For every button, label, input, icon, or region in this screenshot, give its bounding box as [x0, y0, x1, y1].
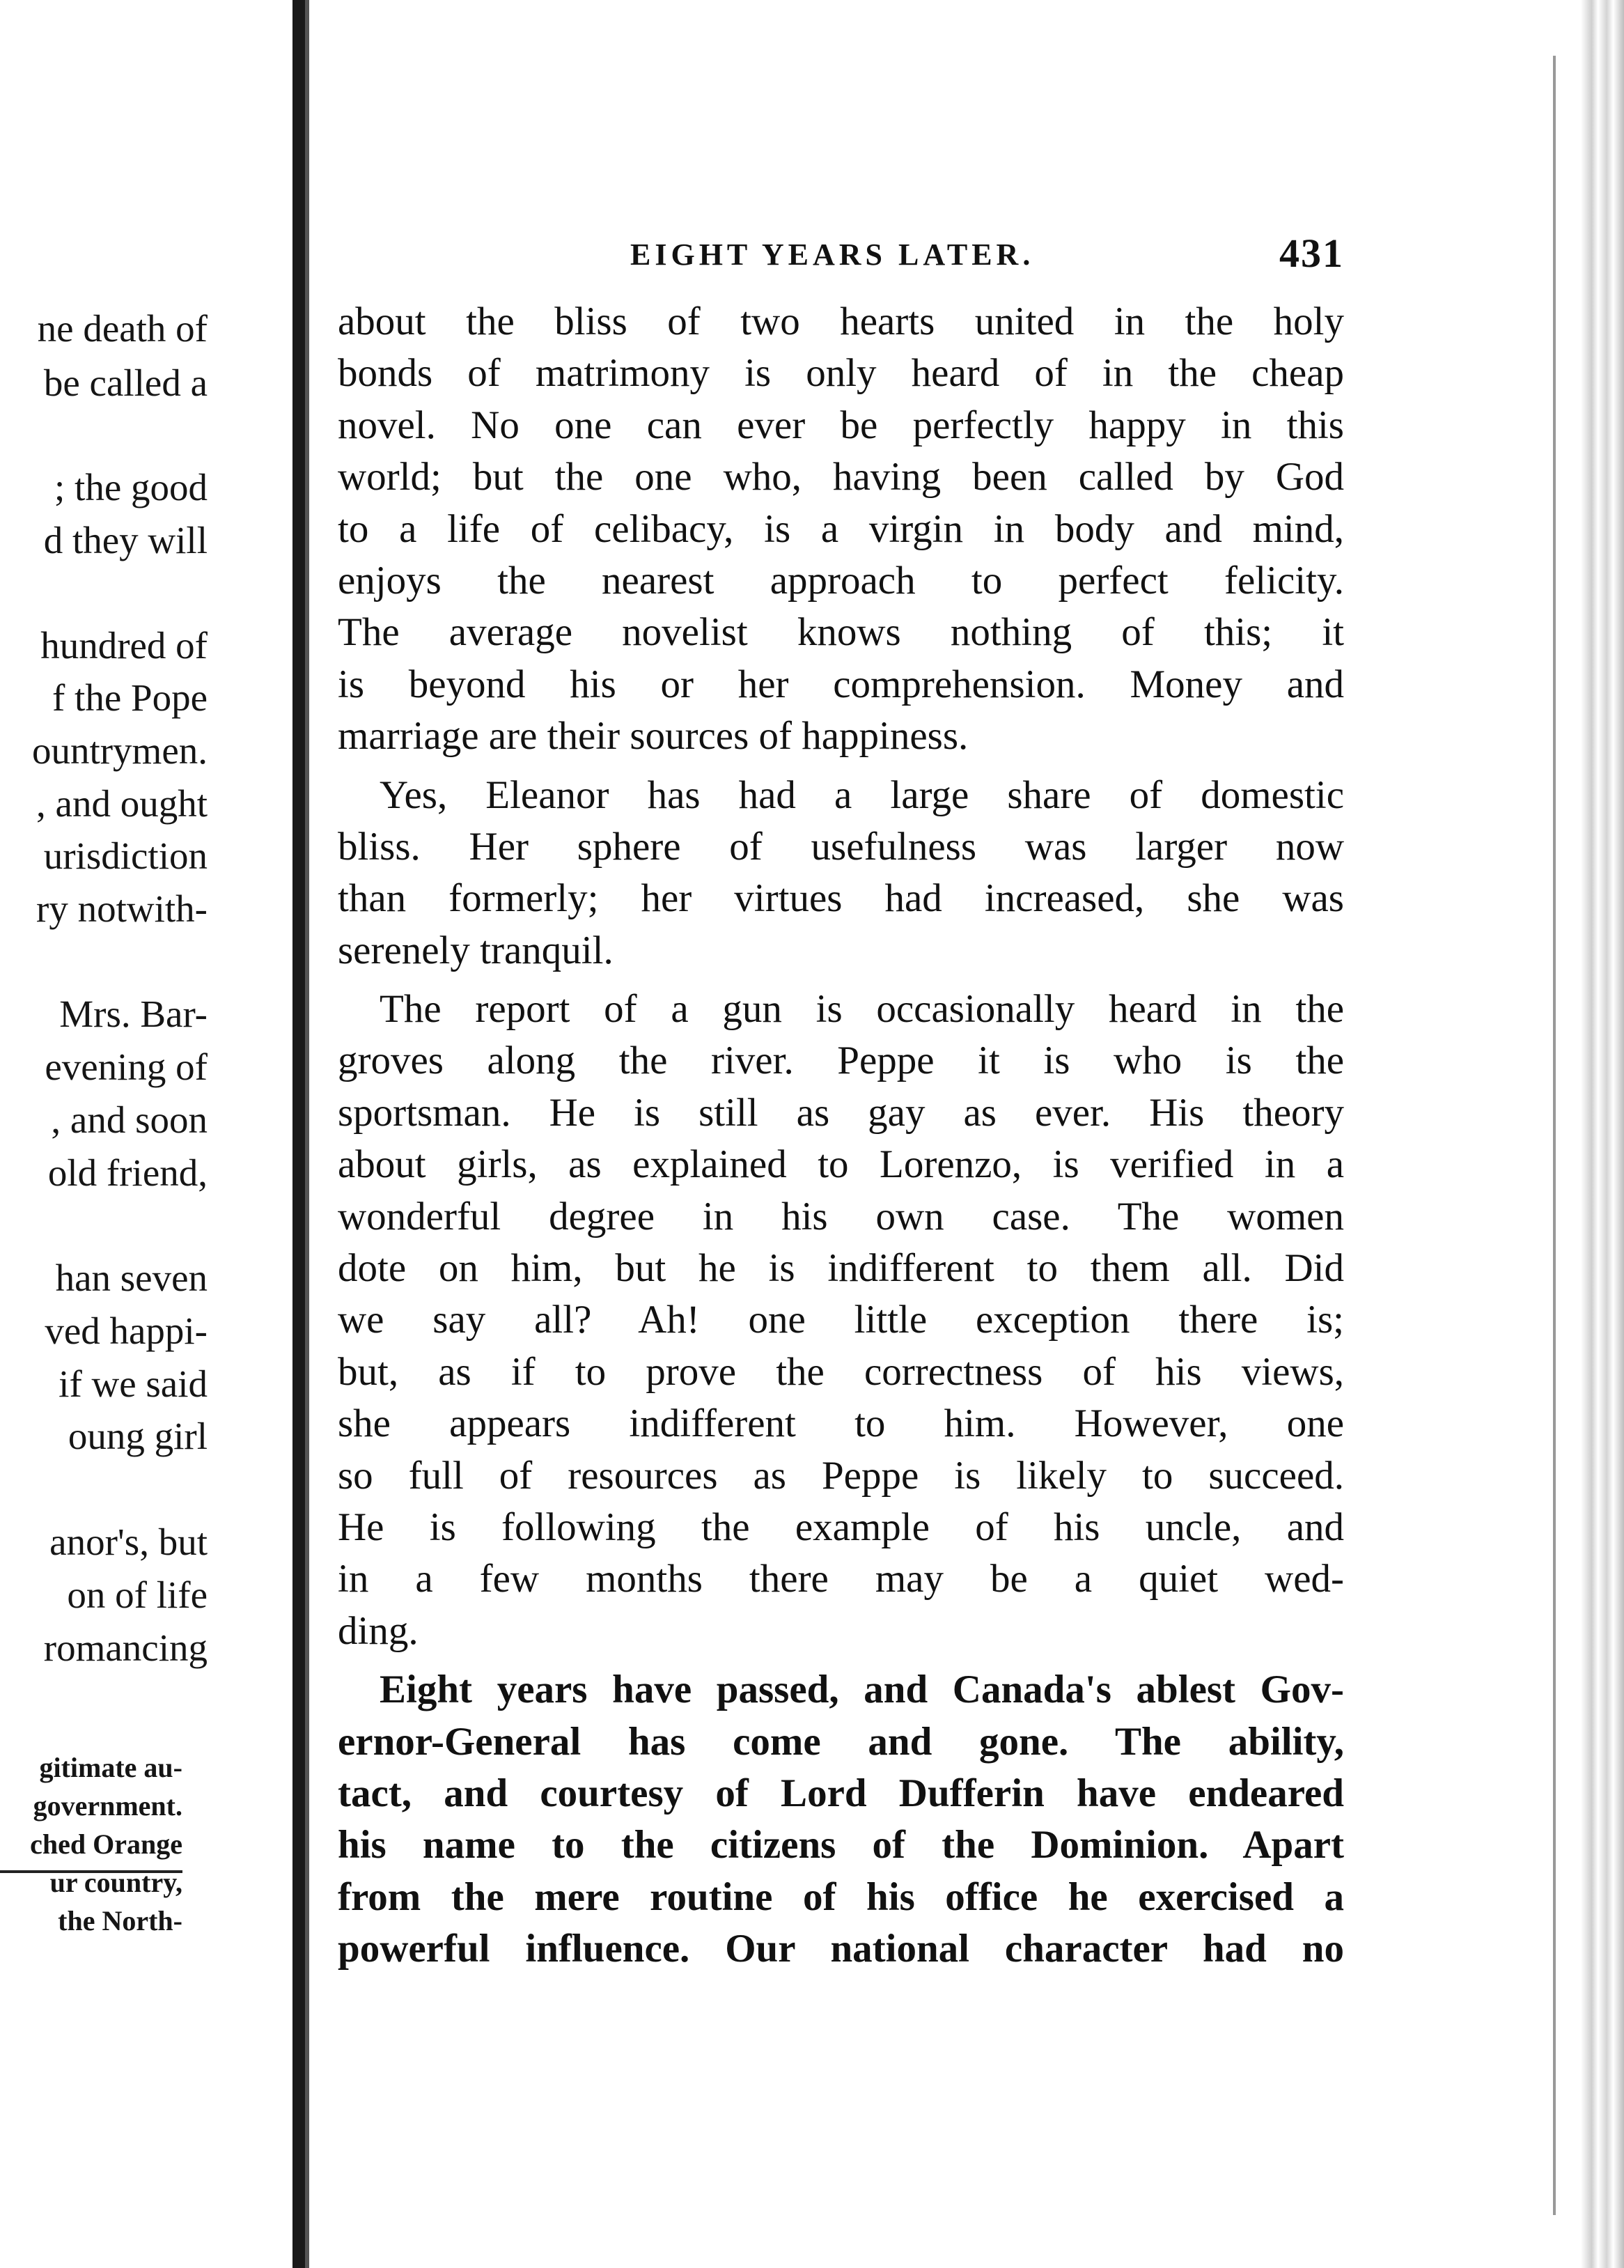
text-line: to a life of celibacy, is a virgin in body and mind,	[338, 506, 1344, 551]
gutter-edge	[305, 0, 309, 2268]
page-edge-shadow	[1553, 56, 1556, 2215]
left-page-line: ne death of	[37, 307, 208, 350]
left-page-line: ountrymen.	[31, 729, 208, 772]
text-line: from the mere routine of his office he exercised a	[338, 1874, 1344, 1919]
text-line: tact, and courtesy of Lord Dufferin have endeared	[338, 1771, 1344, 1815]
text-line: He is following the example of his uncle, and	[338, 1505, 1344, 1549]
left-page-note-line: gitimate au-	[39, 1752, 182, 1783]
text-line: dote on him, but he is indifferent to them all. Did	[338, 1246, 1344, 1291]
paragraph	[338, 296, 1344, 763]
page-number: 431	[1279, 231, 1344, 276]
text-line: ding.	[338, 1608, 419, 1653]
text-line: enjoys the nearest approach to perfect felicity.	[338, 558, 1344, 603]
text-line: so full of resources as Peppe is likely to succeed.	[338, 1453, 1344, 1498]
left-page-line: , and ought	[36, 782, 208, 825]
text-line: Eight years have passed, and Canada's ablest Gov-	[380, 1668, 1344, 1712]
text-line: we say all? Ah! one little exception there is;	[338, 1298, 1344, 1342]
page-stack-edge	[1581, 0, 1624, 2268]
left-page-line: evening of	[45, 1046, 208, 1088]
left-page-line: ry notwith-	[36, 887, 208, 930]
text-line: wonderful degree in his own case. The women	[338, 1194, 1344, 1238]
left-page-line: on of life	[67, 1574, 208, 1616]
book-gutter	[292, 0, 305, 2268]
left-page-fragment	[0, 0, 292, 2268]
text-line: than formerly; her virtues had increased, she was	[338, 876, 1344, 921]
text-line: about girls, as explained to Lorenzo, is verified in a	[338, 1142, 1344, 1187]
text-line: bonds of matrimony is only heard of in the cheap	[338, 351, 1344, 396]
page-header	[630, 230, 1344, 286]
left-page-line: han seven	[55, 1257, 208, 1299]
paragraph	[338, 1664, 1344, 1975]
running-head: EIGHT YEARS LATER.	[630, 238, 1035, 272]
left-page-line: romancing	[43, 1626, 208, 1669]
text-line: ernor-General has come and gone. The ability,	[338, 1719, 1344, 1764]
left-page-note-line: the North-	[58, 1905, 182, 1936]
left-page-line: ved happi-	[45, 1310, 208, 1352]
left-page-line: anor's, but	[49, 1521, 208, 1563]
paragraph	[338, 984, 1344, 1657]
paragraph	[338, 770, 1344, 977]
text-line: Yes, Eleanor has had a large share of domestic	[380, 772, 1344, 817]
text-line: powerful influence. Our national character had no	[338, 1927, 1344, 1971]
text-line: world; but the one who, having been called by God	[338, 455, 1344, 499]
left-page-line: f the Pope	[52, 676, 208, 719]
left-page-line: urisdiction	[43, 834, 208, 877]
text-line: bliss. Her sphere of usefulness was larger now	[338, 824, 1344, 869]
text-line: in a few months there may be a quiet wed-	[338, 1557, 1344, 1601]
left-page-note-line: government.	[33, 1790, 182, 1822]
left-page-note-line: ur country,	[49, 1867, 182, 1898]
text-line: novel. No one can ever be perfectly happy in this	[338, 403, 1344, 447]
text-line: marriage are their sources of happiness.	[338, 714, 969, 759]
text-line: serenely tranquil.	[338, 928, 614, 972]
left-page-note-line: ched Orange	[30, 1828, 182, 1860]
text-line: The report of a gun is occasionally heard in the	[380, 987, 1344, 1032]
left-page-line: d they will	[43, 519, 208, 561]
left-page-line: Mrs. Bar-	[59, 993, 208, 1035]
text-line: is beyond his or her comprehension. Money and	[338, 662, 1344, 706]
left-page-line: ; the good	[54, 466, 208, 508]
left-page-line: if we said	[58, 1362, 208, 1405]
left-page-line: hundred of	[40, 624, 208, 667]
text-line: about the bliss of two hearts united in the holy	[338, 300, 1344, 343]
text-line: but, as if to prove the correctness of his views,	[338, 1349, 1344, 1394]
page-body	[338, 296, 1344, 1975]
text-line: groves along the river. Peppe it is who is the	[338, 1039, 1344, 1083]
left-page-line: oung girl	[68, 1415, 208, 1457]
text-line: sportsman. He is still as gay as ever. His theory	[338, 1090, 1344, 1135]
text-line: The average novelist knows nothing of this; it	[338, 610, 1344, 655]
left-page-line: be called a	[43, 362, 208, 404]
left-page-line: old friend,	[47, 1151, 208, 1194]
text-line: his name to the citizens of the Dominion. Apart	[338, 1823, 1344, 1867]
left-page-line: , and soon	[51, 1098, 208, 1141]
text-line: she appears indifferent to him. However, one	[338, 1401, 1344, 1446]
